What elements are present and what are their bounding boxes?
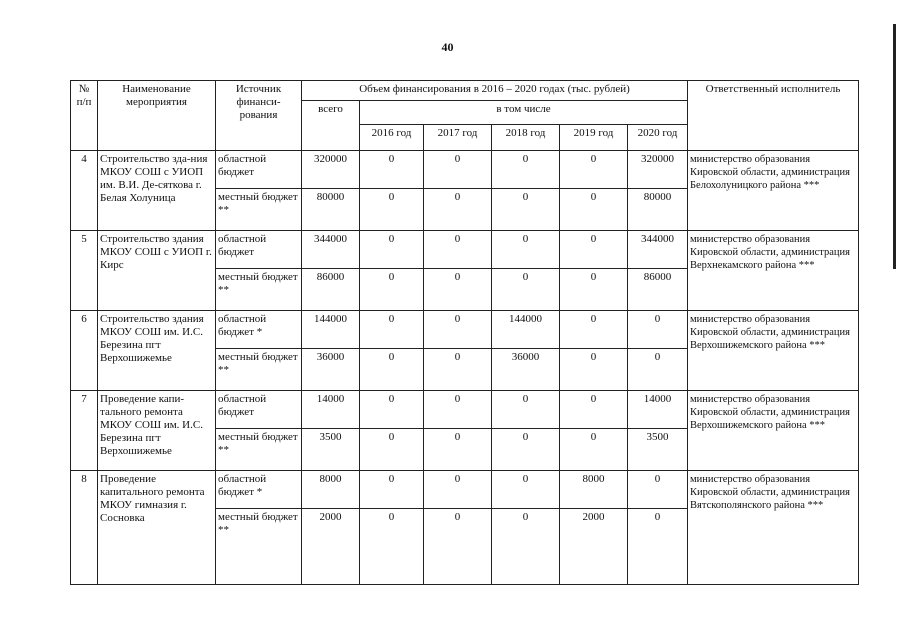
total-value: 8000 [302,471,360,509]
funding-source: областной бюджет [216,391,302,429]
funding-source: местный бюджет ** [216,349,302,391]
row-number: 6 [71,311,98,391]
header-including: в том числе [360,101,688,125]
year-value: 3500 [628,429,688,471]
activity-name: Проведение капитального ремонта МКОУ гимназия г. Сосновка [98,471,216,585]
year-value: 0 [492,269,560,311]
funding-source: областной бюджет * [216,311,302,349]
total-value: 14000 [302,391,360,429]
year-value: 0 [492,391,560,429]
row-number: 7 [71,391,98,471]
year-value: 0 [424,391,492,429]
header-year: 2016 год [360,125,424,151]
table-body [71,151,859,585]
total-value: 344000 [302,231,360,269]
total-value: 36000 [302,349,360,391]
activity-name: Строительство здания МКОУ СОШ с УИОП г. Кирс [98,231,216,311]
year-value: 0 [360,349,424,391]
funding-source: местный бюджет ** [216,269,302,311]
header-year: 2018 год [492,125,560,151]
year-value: 144000 [492,311,560,349]
year-value: 0 [560,391,628,429]
responsible-executor: министерство образования Кировской области, администрация Верхошижемского района *** [688,311,859,391]
row-number: 5 [71,231,98,311]
header-source: Источник финанси-рования [216,81,302,151]
funding-source: местный бюджет ** [216,189,302,231]
page-edge-line [893,24,896,269]
table-row [71,151,859,189]
funding-table [70,80,859,585]
year-value: 0 [560,231,628,269]
year-value: 0 [360,269,424,311]
year-value: 0 [560,151,628,189]
table-row [71,311,859,349]
year-value: 344000 [628,231,688,269]
year-value: 0 [424,471,492,509]
year-value: 0 [492,189,560,231]
year-value: 0 [360,189,424,231]
header-year: 2019 год [560,125,628,151]
year-value: 0 [628,349,688,391]
total-value: 144000 [302,311,360,349]
year-value: 0 [492,509,560,585]
year-value: 0 [492,429,560,471]
year-value: 0 [360,509,424,585]
table-row [71,391,859,429]
year-value: 0 [424,311,492,349]
activity-name: Строительство здания МКОУ СОШ им. И.С. Березина пгт Верхошижемье [98,311,216,391]
responsible-executor: министерство образования Кировской области, администрация Белохолуницкого района *** [688,151,859,231]
total-value: 86000 [302,269,360,311]
year-value: 0 [628,509,688,585]
header-volume: Объем финансирования в 2016 – 2020 годах (тыс. рублей) [302,81,688,101]
year-value: 0 [492,231,560,269]
year-value: 0 [560,269,628,311]
year-value: 0 [492,471,560,509]
year-value: 0 [360,231,424,269]
header-name: Наименование мероприятия [98,81,216,151]
header-year: 2017 год [424,125,492,151]
year-value: 0 [424,509,492,585]
year-value: 14000 [628,391,688,429]
year-value: 0 [360,151,424,189]
year-value: 0 [424,429,492,471]
responsible-executor: министерство образования Кировской области, администрация Верхнекамского района *** [688,231,859,311]
funding-source: областной бюджет [216,151,302,189]
year-value: 0 [360,471,424,509]
year-value: 0 [560,429,628,471]
year-value: 0 [628,311,688,349]
row-number: 4 [71,151,98,231]
table-row [71,231,859,269]
table-header [71,81,859,151]
year-value: 36000 [492,349,560,391]
year-value: 8000 [560,471,628,509]
year-value: 0 [560,189,628,231]
year-value: 0 [360,311,424,349]
year-value: 80000 [628,189,688,231]
responsible-executor: министерство образования Кировской области, администрация Верхошижемского района *** [688,391,859,471]
year-value: 0 [492,151,560,189]
year-value: 0 [560,349,628,391]
funding-source: местный бюджет ** [216,429,302,471]
year-value: 0 [360,429,424,471]
funding-source: областной бюджет * [216,471,302,509]
header-executor: Ответственный исполнитель [688,81,859,151]
page-number: 40 [441,40,454,54]
year-value: 0 [424,151,492,189]
total-value: 320000 [302,151,360,189]
year-value: 0 [424,269,492,311]
year-value: 0 [560,311,628,349]
activity-name: Строительство зда-ния МКОУ СОШ с УИОП им. В.И. Де-сяткова г. Белая Холуница [98,151,216,231]
responsible-executor: министерство образования Кировской области, администрация Вятскополянского района *** [688,471,859,585]
total-value: 2000 [302,509,360,585]
year-value: 0 [360,391,424,429]
total-value: 80000 [302,189,360,231]
year-value: 0 [424,231,492,269]
header-total: всего [302,101,360,151]
year-value: 86000 [628,269,688,311]
header-year: 2020 год [628,125,688,151]
row-number: 8 [71,471,98,585]
funding-source: местный бюджет ** [216,509,302,585]
table-row [71,471,859,509]
year-value: 2000 [560,509,628,585]
year-value: 0 [424,349,492,391]
year-value: 320000 [628,151,688,189]
funding-source: областной бюджет [216,231,302,269]
activity-name: Проведение капи-тального ремонта МКОУ СОШ им. И.С. Березина пгт Верхошижемье [98,391,216,471]
year-value: 0 [628,471,688,509]
total-value: 3500 [302,429,360,471]
year-value: 0 [424,189,492,231]
header-num: № п/п [71,81,98,151]
